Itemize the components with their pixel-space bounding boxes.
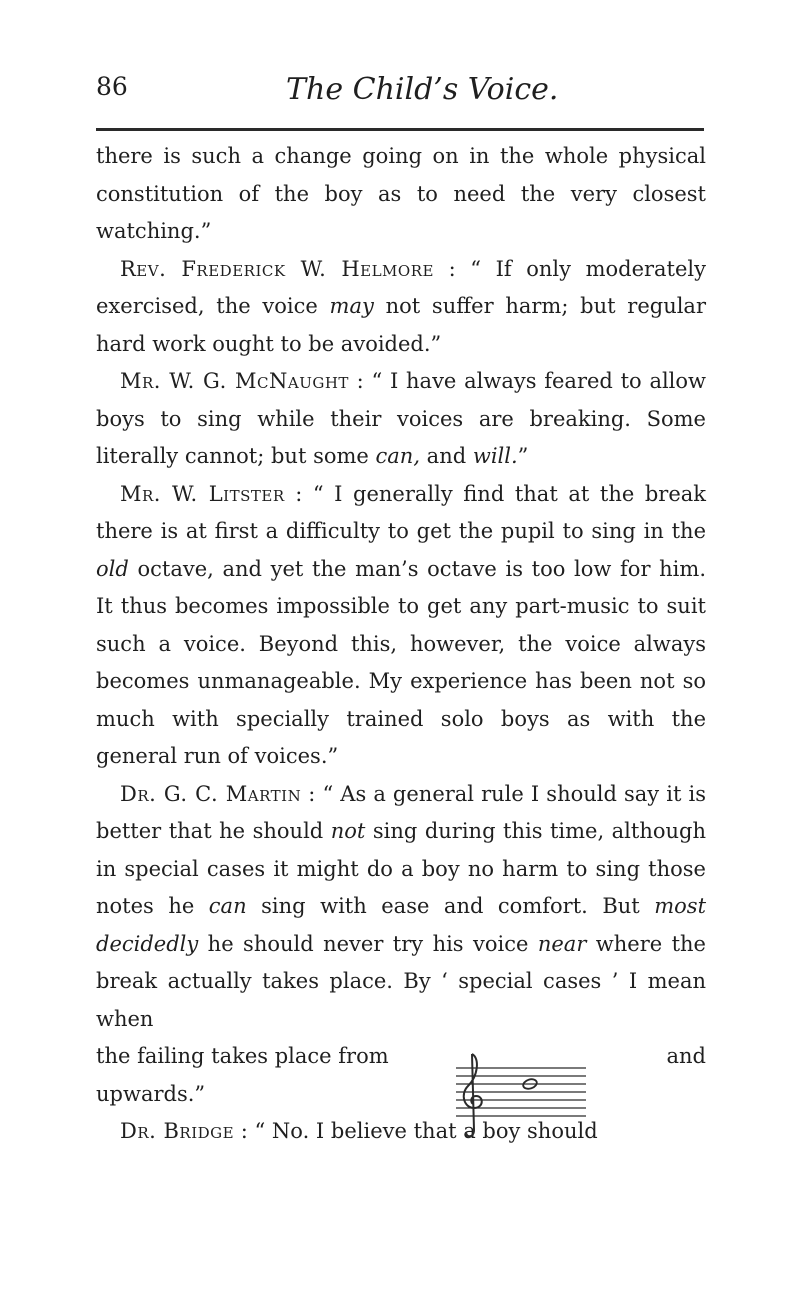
- emphasis-text: old: [96, 556, 129, 581]
- paragraph-martin: [96, 776, 706, 1039]
- quote-text: ”: [517, 444, 529, 468]
- page-number: 86: [96, 72, 128, 101]
- speaker-name: Dr. Bridge: [120, 1119, 235, 1143]
- body-text: [96, 138, 706, 1151]
- quote-text: where the break actually takes place. By ‘ special cases ’ I mean when: [96, 931, 706, 1031]
- quote-text: sing with ease and comfort. But: [246, 894, 655, 918]
- paragraph-helmore: [96, 251, 706, 364]
- text-line: [96, 1038, 706, 1076]
- page-header: [96, 72, 706, 112]
- quote-text: the failing takes place from: [96, 1044, 389, 1068]
- quote-text: : “ No. I believe that a boy should: [234, 1119, 598, 1143]
- quote-text: octave, and yet the man’s octave is too low for him. It thus becomes impossible to get any part-music to suit such a voice. Beyond this, however, the voice always becomes unmanageable. My experience has been not so much with specially trained solo boys as with the general run of voices.”: [96, 556, 706, 768]
- quote-text: : “ I have always feared to allow boys to sing while their voices are breaking. Some literally cannot; but some: [96, 369, 707, 468]
- emphasis-text: not: [330, 819, 366, 843]
- quote-text: and: [666, 1044, 706, 1068]
- emphasis-text: may: [329, 294, 374, 318]
- quote-text: : “ I generally find that at the break there is at first a difficulty to get the pupil to sing in the: [96, 481, 707, 543]
- speaker-name: Rev. Frederick W. Helmore: [120, 256, 434, 281]
- emphasis-text: can,: [375, 444, 420, 468]
- speaker-name: Mr. W. G. McNaught: [120, 369, 349, 393]
- quote-text: and: [420, 444, 473, 468]
- quote-text: : “ If only moderately exercised, the voice: [96, 256, 707, 318]
- speaker-name: Dr. G. C. Martin: [120, 781, 302, 806]
- music-example-block: [96, 1038, 706, 1113]
- quote-text: : “ As a general rule I should say it is better that he should: [96, 781, 706, 843]
- paragraph-litster: [96, 476, 706, 776]
- paragraph-mcnaught: [96, 363, 706, 476]
- emphasis-text: will.: [472, 444, 518, 468]
- text-line: [96, 1076, 706, 1114]
- header-rule: [96, 128, 704, 131]
- running-title: The Child’s Voice.: [286, 72, 559, 107]
- music-stave-illustration: [456, 1046, 586, 1146]
- quote-text: not suffer harm; but regular hard work ought to be avoided.”: [96, 294, 706, 356]
- speaker-name: Mr. W. Litster: [120, 481, 285, 506]
- paragraph-text: there is such a change going on in the whole physical constitution of the boy as to need the very closest watching.”: [96, 144, 706, 243]
- quote-text: upwards.”: [96, 1081, 206, 1106]
- paragraph-bridge: [96, 1113, 706, 1151]
- paragraph-continued: [96, 138, 706, 251]
- quote-text: he should never try his voice: [198, 931, 538, 956]
- emphasis-text: most decidedly: [96, 894, 707, 956]
- emphasis-text: can: [208, 894, 247, 918]
- quote-text: sing during this time, although in special cases it might do a boy no harm to sing those notes he: [96, 819, 707, 918]
- emphasis-text: near: [537, 931, 587, 956]
